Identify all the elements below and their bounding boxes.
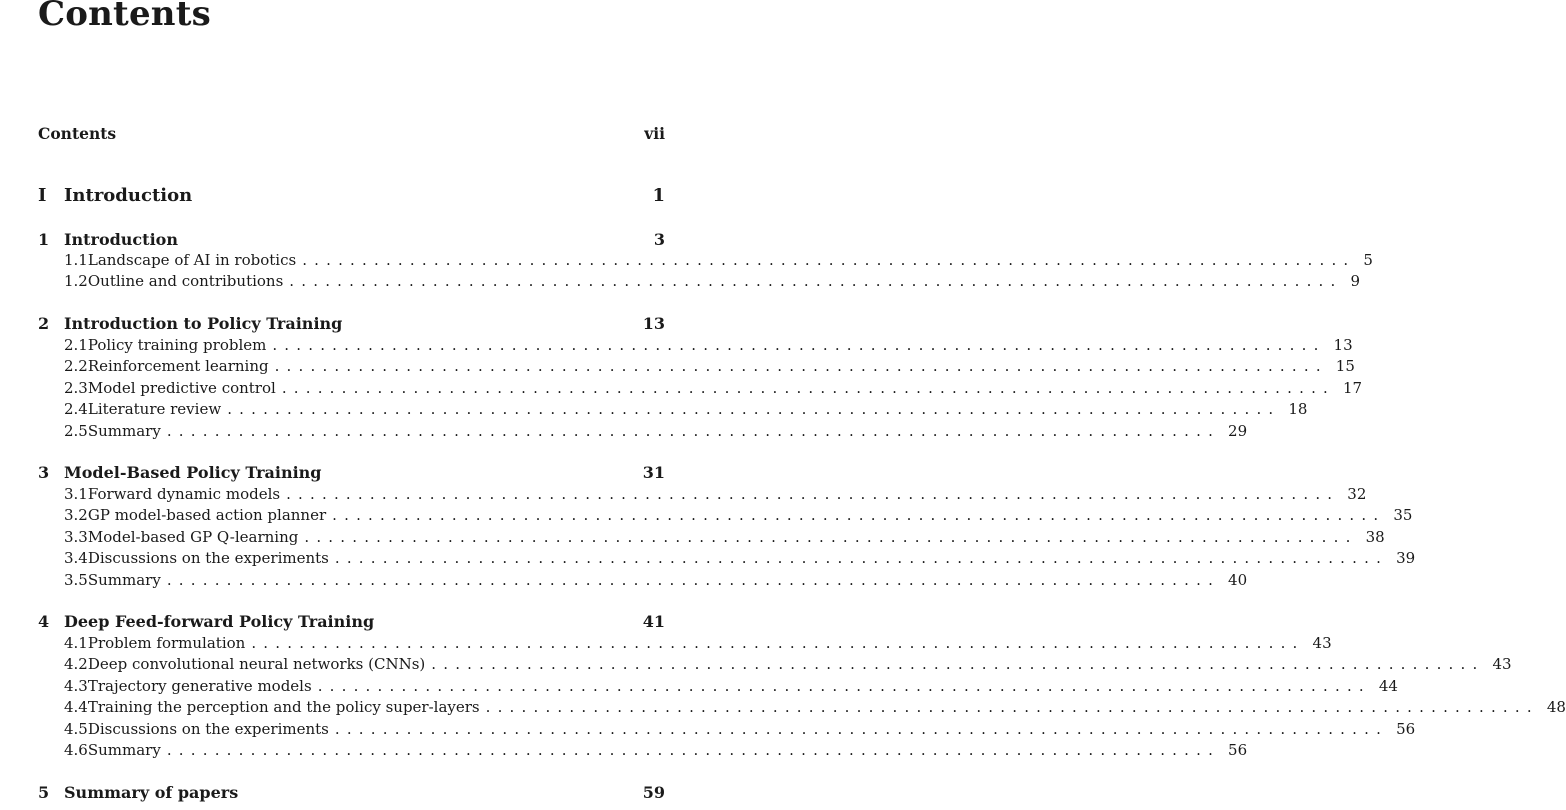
- chapter-title: Deep Feed-forward Policy Training: [64, 612, 375, 631]
- dot-leader: ........................................................................................: [317, 677, 1371, 695]
- dot-leader: ........................................................................................: [332, 506, 1386, 524]
- section-number: 4.3: [64, 677, 88, 695]
- section-number: 2.1: [64, 336, 88, 354]
- dot-leader: ........................................................................................: [274, 357, 1328, 375]
- section-page: 29: [1228, 422, 1248, 440]
- toc-section-entry[interactable]: [38, 655, 1512, 673]
- section-title: Problem formulation: [87, 634, 246, 652]
- section-page: 48: [1546, 698, 1566, 716]
- toc-section-entry[interactable]: [38, 741, 1248, 759]
- toc-section-entry[interactable]: [38, 251, 1373, 269]
- section-title: Discussions on the experiments: [87, 549, 329, 567]
- section-page: 32: [1347, 485, 1367, 503]
- section-number: 3.3: [64, 528, 88, 546]
- section-number: 3.1: [64, 485, 88, 503]
- section-title: Policy training problem: [87, 336, 267, 354]
- section-number: 3.2: [64, 506, 88, 524]
- section-page: 35: [1393, 506, 1413, 524]
- dot-leader: ........................................................................................: [281, 379, 1336, 397]
- section-page: 56: [1228, 741, 1248, 759]
- chapter-number: 5: [38, 783, 50, 802]
- section-title: Model-based GP Q-learning: [87, 528, 299, 546]
- toc-section-entry[interactable]: [38, 336, 1353, 354]
- section-title: GP model-based action planner: [87, 506, 327, 524]
- section-number: 4.4: [64, 698, 88, 716]
- section-number: 3.5: [64, 571, 88, 589]
- dot-leader: ........................................................................................: [334, 549, 1389, 567]
- section-page: 43: [1492, 655, 1512, 673]
- chapter-title: Introduction: [64, 230, 178, 249]
- dot-leader: ........................................................................................: [485, 698, 1539, 716]
- section-page: 5: [1363, 251, 1373, 269]
- dot-leader: ........................................................................................: [302, 251, 1356, 269]
- section-number: 1.2: [64, 272, 88, 290]
- section-number: 3.4: [64, 549, 88, 567]
- section-number: 4.1: [64, 634, 88, 652]
- chapter-page: 31: [642, 463, 665, 482]
- chapter-title: Model-Based Policy Training: [64, 463, 322, 482]
- section-title: Outline and contributions: [87, 272, 284, 290]
- toc-section-entry[interactable]: [38, 379, 1363, 397]
- section-title: Model predictive control: [87, 379, 276, 397]
- section-page: 44: [1378, 677, 1398, 695]
- chapter-number: 3: [38, 463, 50, 482]
- chapter-number: 1: [38, 230, 50, 249]
- dot-leader: ........................................................................................: [289, 272, 1343, 290]
- section-title: Trajectory generative models: [87, 677, 312, 695]
- section-title: Training the perception and the policy super-layers: [87, 698, 480, 716]
- toc-part-page: 1: [652, 185, 665, 206]
- section-page: 15: [1335, 357, 1355, 375]
- dot-leader: ........................................................................................: [166, 741, 1221, 759]
- chapter-page: 3: [653, 230, 665, 249]
- section-number: 2.3: [64, 379, 88, 397]
- section-title: Landscape of AI in robotics: [87, 251, 297, 269]
- section-page: 40: [1228, 571, 1248, 589]
- page-title: Contents: [38, 0, 211, 34]
- section-number: 4.5: [64, 720, 88, 738]
- dot-leader: ........................................................................................: [334, 720, 1389, 738]
- section-page: 39: [1396, 549, 1416, 567]
- dot-leader: ........................................................................................: [251, 634, 1305, 652]
- dot-leader: ........................................................................................: [227, 400, 1281, 418]
- toc-section-entry[interactable]: [38, 485, 1367, 503]
- toc-section-entry[interactable]: [38, 634, 1332, 652]
- section-number: 4.6: [64, 741, 88, 759]
- toc-section-entry[interactable]: [38, 677, 1398, 695]
- dot-leader: ........................................................................................: [166, 571, 1221, 589]
- toc-chapter-entry[interactable]: [38, 314, 665, 333]
- toc-section-entry[interactable]: [38, 272, 1361, 290]
- dot-leader: ........................................................................................: [431, 655, 1485, 673]
- section-title: Literature review: [87, 400, 222, 418]
- toc-section-entry[interactable]: [38, 506, 1413, 524]
- toc-part-title: Introduction: [64, 185, 193, 206]
- section-number: 2.5: [64, 422, 88, 440]
- chapter-number: 2: [38, 314, 50, 333]
- section-title: Summary: [87, 741, 161, 759]
- toc-section-entry[interactable]: [38, 720, 1416, 738]
- toc-chapter-entry[interactable]: [38, 230, 665, 249]
- toc-section-entry[interactable]: [38, 422, 1248, 440]
- dot-leader: ........................................................................................: [166, 422, 1221, 440]
- section-page: 17: [1343, 379, 1363, 397]
- chapter-title: Summary of papers: [64, 783, 239, 802]
- toc-section-entry[interactable]: [38, 528, 1385, 546]
- toc-entry-title: Contents: [38, 124, 117, 143]
- section-title: Reinforcement learning: [87, 357, 269, 375]
- toc-chapter-entry[interactable]: [38, 612, 665, 631]
- dot-leader: ........................................................................................: [272, 336, 1326, 354]
- toc-chapter-entry[interactable]: [38, 463, 665, 482]
- toc-part-entry[interactable]: [38, 185, 665, 206]
- section-title: Discussions on the experiments: [87, 720, 329, 738]
- section-page: 18: [1288, 400, 1308, 418]
- chapter-page: 41: [642, 612, 665, 631]
- toc-chapter-entry[interactable]: [38, 783, 665, 802]
- dot-leader: ........................................................................................: [304, 528, 1358, 546]
- section-number: 2.4: [64, 400, 88, 418]
- section-number: 2.2: [64, 357, 88, 375]
- section-page: 9: [1350, 272, 1361, 290]
- section-title: Forward dynamic models: [87, 485, 281, 503]
- section-title: Deep convolutional neural networks (CNNs): [87, 655, 426, 673]
- toc-section-entry[interactable]: [38, 698, 1566, 716]
- toc-contents-entry[interactable]: [38, 124, 665, 143]
- section-number: 4.2: [64, 655, 88, 673]
- toc-section-entry[interactable]: [38, 357, 1355, 375]
- chapter-page: 59: [642, 783, 665, 802]
- chapter-title: Introduction to Policy Training: [64, 314, 343, 333]
- chapter-number: 4: [38, 612, 50, 631]
- section-title: Summary: [87, 571, 161, 589]
- section-page: 38: [1365, 528, 1385, 546]
- section-page: 43: [1312, 634, 1332, 652]
- dot-leader: ........................................................................................: [286, 485, 1340, 503]
- section-page: 56: [1396, 720, 1416, 738]
- section-page: 13: [1333, 336, 1353, 354]
- section-number: 1.1: [64, 251, 88, 269]
- toc-section-entry[interactable]: [38, 571, 1248, 589]
- toc-part-number: I: [38, 185, 47, 206]
- toc-section-entry[interactable]: [38, 549, 1416, 567]
- toc-entry-page: vii: [644, 124, 665, 143]
- chapter-page: 13: [642, 314, 665, 333]
- section-title: Summary: [87, 422, 161, 440]
- toc-section-entry[interactable]: [38, 400, 1308, 418]
